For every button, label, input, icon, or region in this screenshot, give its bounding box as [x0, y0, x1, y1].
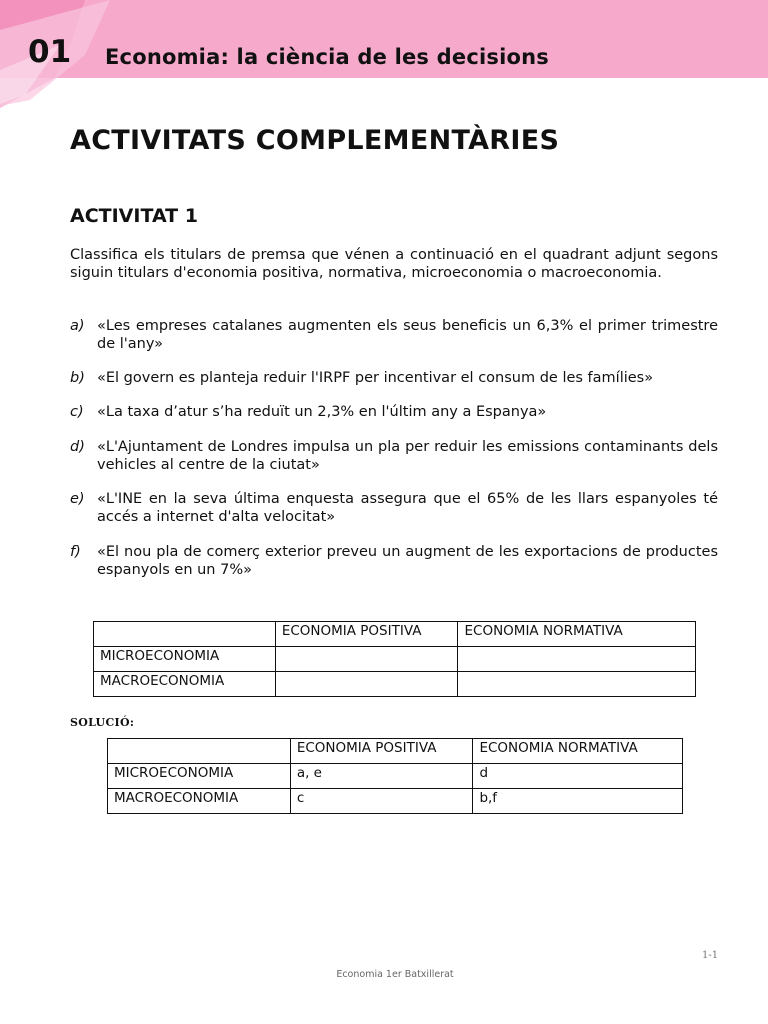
- item-text: «L'Ajuntament de Londres impulsa un pla per reduir les emissions contaminants dels vehicles al centre de la ciutat»: [97, 439, 718, 473]
- table-cell: d: [473, 764, 683, 789]
- table-cell: MICROECONOMIA: [108, 764, 291, 789]
- item-text: «El govern es planteja reduir l'IRPF per incentivar el consum de les famílies»: [97, 370, 654, 386]
- chapter-number: 01: [28, 34, 72, 70]
- classification-table: [93, 621, 696, 697]
- item-text: «El nou pla de comerç exterior preveu un augment de les exportacions de productes espanyols en un 7%»: [97, 544, 718, 578]
- table-header-cell: [108, 739, 291, 764]
- item-letter: a): [70, 318, 85, 334]
- table-row: [94, 672, 696, 697]
- list-item: [70, 438, 718, 474]
- table-header-cell: [94, 622, 276, 647]
- list-item: [70, 490, 718, 526]
- table-cell: MACROECONOMIA: [94, 672, 276, 697]
- page-title: ACTIVITATS COMPLEMENTÀRIES: [70, 125, 560, 156]
- item-letter: b): [70, 370, 85, 386]
- table-header-cell: ECONOMIA POSITIVA: [290, 739, 473, 764]
- item-letter: c): [70, 404, 84, 420]
- table-cell: c: [290, 789, 473, 814]
- item-text: «L'INE en la seva última enquesta assegura que el 65% de les llars espanyoles té accés a internet d'alta velocitat»: [97, 491, 718, 525]
- activity-title: ACTIVITAT 1: [70, 205, 198, 227]
- chapter-title: Economia: la ciència de les decisions: [105, 45, 549, 69]
- list-item: [70, 369, 718, 387]
- item-text: «La taxa d’atur s’ha reduït un 2,3% en l'últim any a Espanya»: [97, 404, 547, 420]
- table-header-cell: ECONOMIA POSITIVA: [275, 622, 458, 647]
- item-letter: d): [70, 439, 85, 455]
- table-cell: [275, 672, 458, 697]
- activity-intro: Classifica els titulars de premsa que vénen a continuació en el quadrant adjunt segons siguin titulars d'economia positiva, normativa, microeconomia o macroeconomia.: [70, 247, 718, 281]
- table-cell: a, e: [290, 764, 473, 789]
- item-text: «Les empreses catalanes augmenten els seus beneficis un 6,3% el primer trimestre de l'any»: [97, 318, 718, 352]
- list-item: [70, 543, 718, 579]
- item-letter: f): [70, 544, 81, 560]
- table-cell: [458, 647, 696, 672]
- item-letter: e): [70, 491, 85, 507]
- solution-table: [107, 738, 683, 814]
- table-header-row: [108, 739, 683, 764]
- table-header-row: [94, 622, 696, 647]
- table-cell: b,f: [473, 789, 683, 814]
- table-row: [94, 647, 696, 672]
- table-cell: MACROECONOMIA: [108, 789, 291, 814]
- table-cell: MICROECONOMIA: [94, 647, 276, 672]
- table-header-cell: ECONOMIA NORMATIVA: [458, 622, 696, 647]
- page-footer: Economia 1er Batxillerat: [336, 969, 454, 980]
- table-row: [108, 764, 683, 789]
- table-row: [108, 789, 683, 814]
- table-header-cell: ECONOMIA NORMATIVA: [473, 739, 683, 764]
- table-cell: [458, 672, 696, 697]
- solution-label: SOLUCIÓ:: [70, 716, 135, 729]
- table-cell: [275, 647, 458, 672]
- list-item: [70, 317, 718, 353]
- page-number: 1-1: [702, 950, 719, 961]
- list-item: [70, 403, 718, 421]
